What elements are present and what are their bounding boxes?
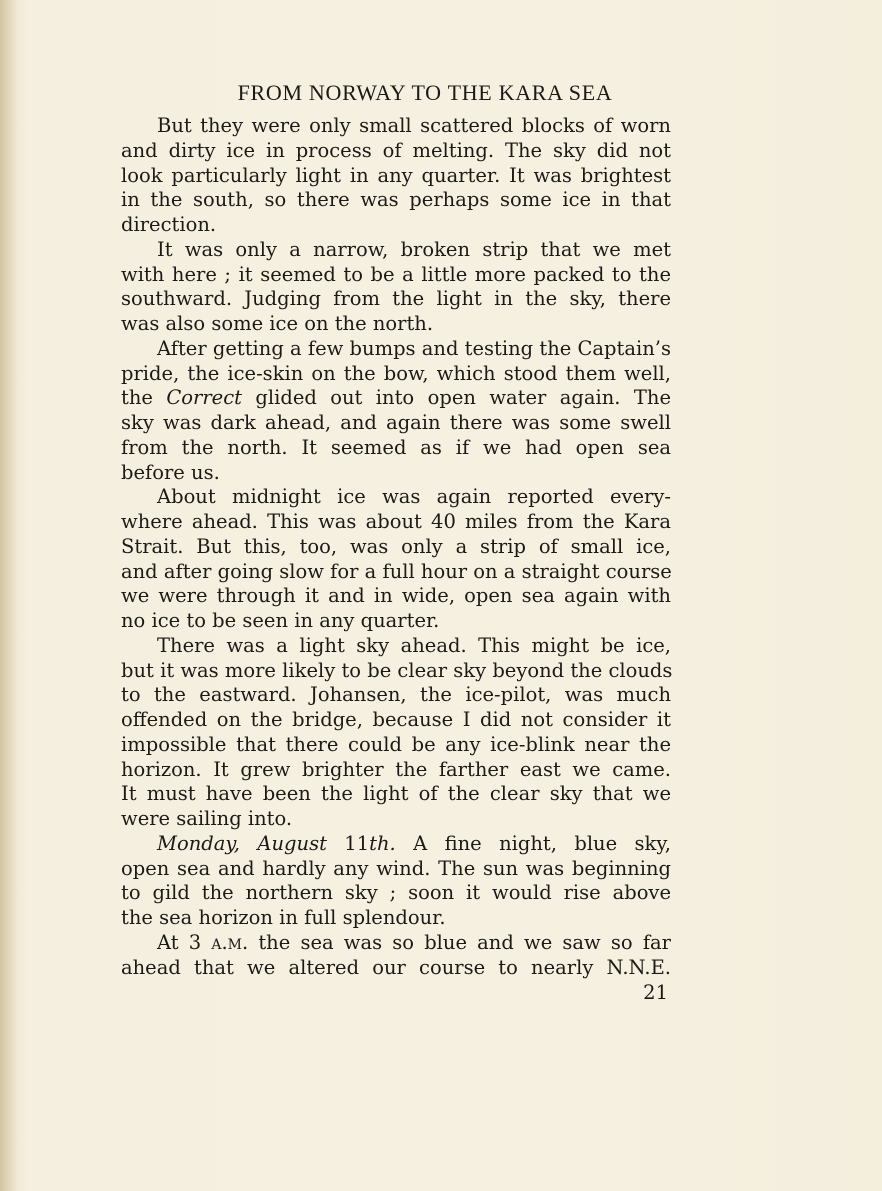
text-line: sky was dark ahead, and again there was some swell [121,411,671,434]
text-line: After getting a few bumps and testing the Captain’s [157,336,671,360]
text-line: It was only a narrow, broken strip that we met [157,237,671,261]
text-line: It must have been the light of the clear sky that we [121,782,671,806]
text-line: Monday, August 11th. A fine night, blue sky, [157,831,671,855]
page-gutter [0,0,18,1191]
text-line: look particularly light in any quarter. It was brightest [121,163,671,187]
text-line: with here ; it seemed to be a little more packed to the [121,262,671,286]
text-line: impossible that there could be any ice-blink near the [121,732,671,756]
italic-text: Monday, August [157,831,327,855]
text-line: Strait. But this, too, was only a strip of small ice, [121,534,671,558]
text-line: the sea horizon in full splendour. [121,906,446,929]
text-line: There was a light sky ahead. This might be ice, [157,633,671,657]
text-line: to gild the northern sky ; soon it would rise above [121,881,671,905]
text-line: and dirty ice in process of melting. The sky did not [121,138,671,162]
page-number: 21 [643,981,668,1004]
running-head: FROM NORWAY TO THE KARA SEA [237,80,613,105]
small-caps-text: a.m. [211,930,249,954]
text-line: pride, the ice-skin on the bow, which stood them well, [121,361,671,385]
text-line: southward. Judging from the light in the sky, there [121,287,671,311]
text-line: offended on the bridge, because I did not consider it [121,708,671,731]
text-line: But they were only small scattered blocks of worn [157,114,671,137]
text-line: but it was more likely to be clear sky beyond the clouds [121,658,673,682]
text-line: before us. [121,460,220,484]
text-line: were sailing into. [121,807,293,830]
text-line: open sea and hardly any wind. The sun was beginning [121,856,671,880]
text-line: the Correct glided out into open water again. The [121,386,671,410]
body-text [121,114,671,980]
text-line: At 3 a.m. the sea was so blue and we saw so far [157,930,671,954]
text-line: in the south, so there was perhaps some ice in that [121,188,671,212]
text-line: we were through it and in wide, open sea again with [121,584,671,608]
text-line: horizon. It grew brighter the farther east we came. [121,757,671,781]
text-line: direction. [121,213,217,236]
italic-text: Correct [166,386,242,410]
text-line: About midnight ice was again reported every- [157,485,671,509]
text-line: and after going slow for a full hour on a straight course [121,559,672,583]
text-line: to the eastward. Johansen, the ice-pilot, was much [121,683,671,707]
text-line: from the north. It seemed as if we had open sea [121,435,671,459]
text-line: ahead that we altered our course to nearly N.N.E. [121,955,671,979]
italic-text: th. [369,831,396,855]
text-line: was also some ice on the north. [121,312,434,335]
text-line: no ice to be seen in any quarter. [121,609,440,632]
text-line: where ahead. This was about 40 miles from the Kara [121,510,671,533]
